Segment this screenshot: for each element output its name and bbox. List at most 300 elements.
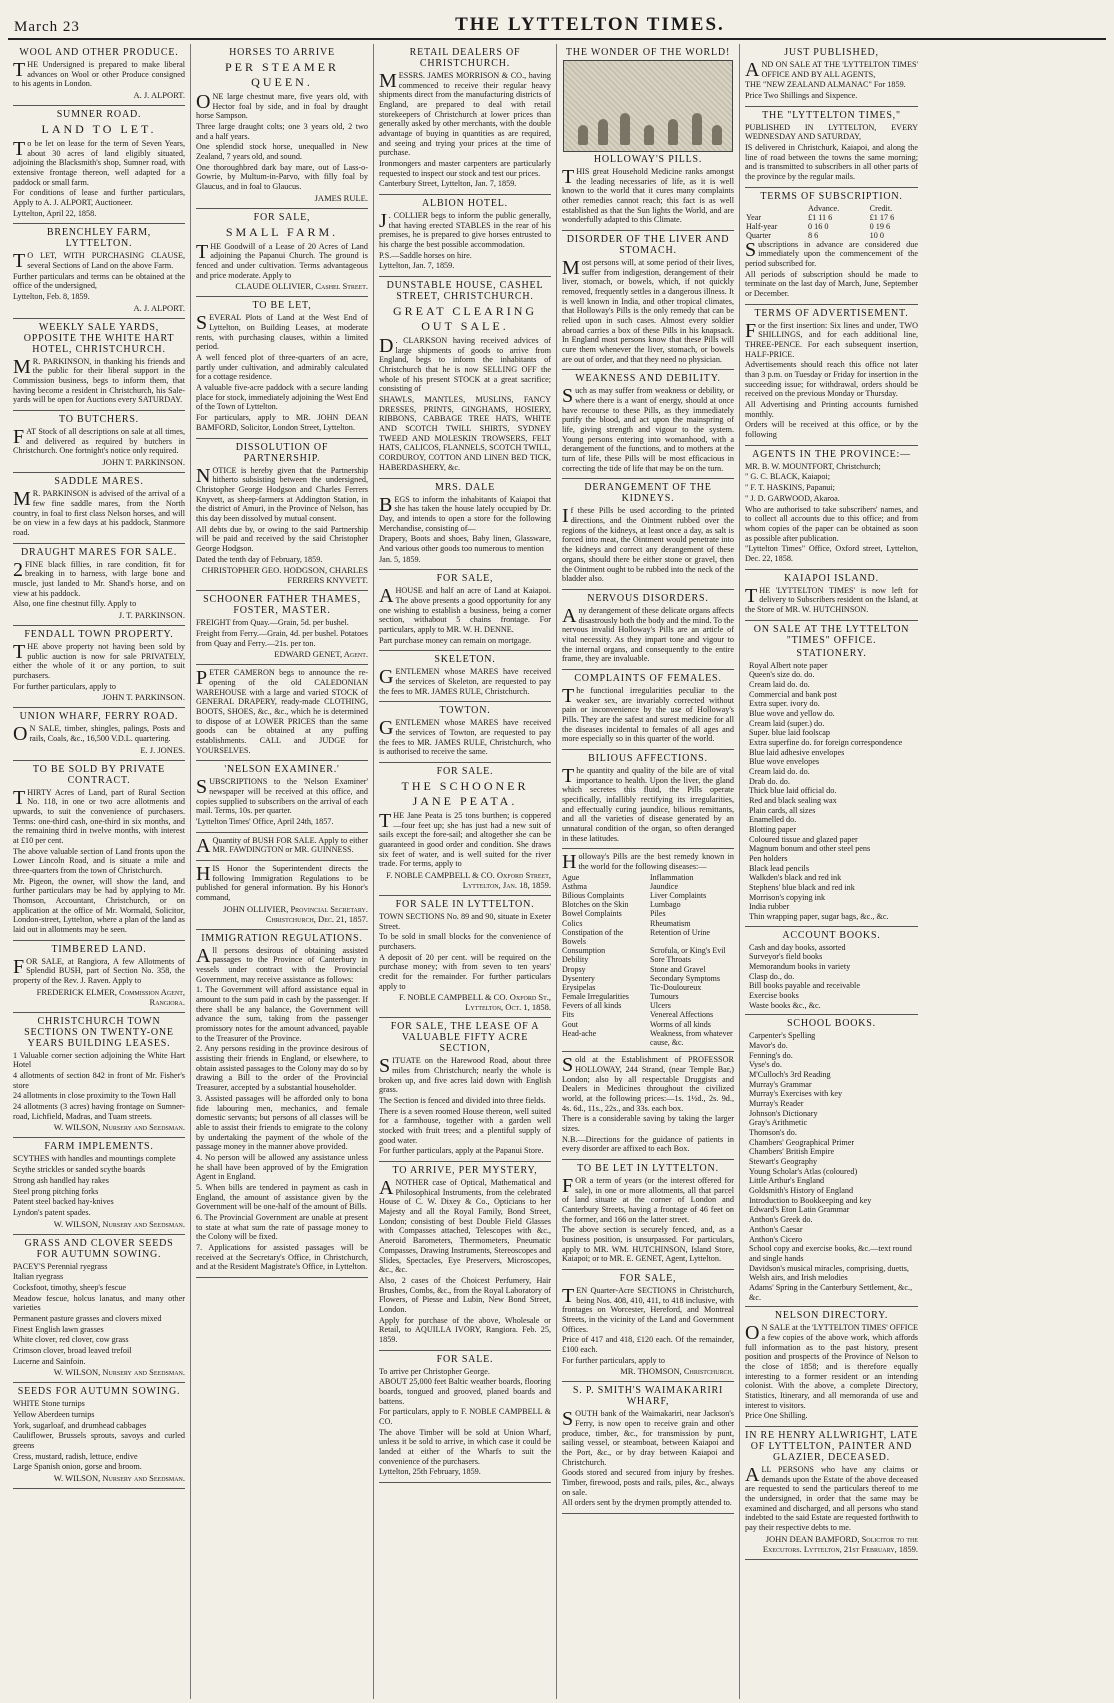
list-item: Queen's size do. do. (749, 670, 815, 680)
advert-paragraph: Price of 417 and 418, £120 each. Of the remainder, £100 each. (562, 1335, 734, 1354)
disease-item: Debility (562, 955, 589, 965)
list-item: M'Culloch's 3rd Reading (749, 1070, 831, 1080)
advert-paragraph: Part purchase money can remain on mortgage. (379, 635, 532, 645)
advertisement (379, 651, 551, 702)
advert-paragraph: Goods stored and secured from injury by freshes. Timber, firewood, posts and rails, piles, &c., always on sale. (562, 1468, 734, 1497)
terms-cell: £1 17 6 (869, 212, 895, 222)
advert-paragraph: PACEY'S Perennial ryegrass (13, 1261, 108, 1271)
advert-paragraph: N.B.—Directions for the guidance of patients in every disorder are affixed to each Box. (562, 1134, 734, 1154)
advertisement (13, 224, 185, 318)
list-item: Chambers' Geographical Primer (749, 1137, 855, 1147)
advert-signature: W. WILSON, Nursery and Seedsman. (53, 1122, 185, 1133)
advertisement (562, 849, 734, 1052)
list-item: Drab do. do. (749, 776, 790, 786)
list-item: Bill books payable and receivable (749, 981, 860, 991)
advert-subheading: STATIONERY. (796, 647, 867, 659)
drop-capital: M (379, 70, 397, 92)
newspaper-title: THE LYTTELTON TIMES. (455, 14, 725, 35)
advert-paragraph: 2. Any persons residing in the province desirous of assisting their friends in England, or elsewhere, to obtain assisted passages to the Colony may do so by drawing a Bill to the order of the Provincial Treasurer, accepted by a substantial householder. (196, 1044, 368, 1093)
drop-capital: T (562, 684, 575, 707)
advert-paragraph: Any derangement of these delicate organs affects disastrously both the body and the mind. To the nervous invalid Holloway's Pills are an article of vital necessity. As they impart tone and vigour to the internal organs, and consequently to the entire frame, they are invaluable. (562, 604, 734, 664)
advertisement (13, 411, 185, 473)
advert-heading: COMPLAINTS OF FEMALES. (574, 672, 722, 684)
disease-item: Female Irregularities (562, 992, 629, 1002)
disease-item: Bilious Complaints (562, 891, 625, 900)
disease-item: Stone and Gravel (650, 964, 706, 974)
advertisement (196, 833, 368, 861)
advertisement (379, 479, 551, 571)
engraving-figure (620, 113, 630, 145)
advertisement (379, 195, 551, 277)
advertisement (745, 305, 918, 446)
drop-capital: T (13, 138, 26, 161)
advert-paragraph: 'Lyttelton Times' Office, April 24th, 1857. (196, 817, 334, 827)
advertisement (745, 446, 918, 570)
list-item: Waste books &c., &c. (749, 1000, 821, 1010)
engraving-figure (712, 125, 722, 145)
drop-capital: M (13, 355, 31, 378)
advertisement (379, 570, 551, 651)
list-item: Memorandum books in variety (749, 962, 851, 972)
list-item: Cream laid (super.) do. (749, 718, 825, 728)
drop-capital: D (379, 335, 394, 358)
drop-capital: N (196, 464, 211, 487)
column-2 (191, 44, 374, 1699)
advert-paragraph: Meadow fescue, holcus lanatus, and many other varieties (13, 1293, 185, 1313)
advert-paragraph: Lyttelton, 25th February, 1859. (379, 1467, 481, 1477)
drop-capital: T (13, 786, 26, 809)
advert-paragraph: Price Two Shillings and Sixpence. (745, 91, 858, 101)
advert-heading: NELSON DIRECTORY. (774, 1310, 889, 1322)
advert-heading: 'NELSON EXAMINER.' (224, 764, 340, 776)
list-item: Royal Albert note paper (749, 660, 828, 670)
disease-item: Jaundice (650, 881, 678, 891)
advert-heading: SADDLE MARES. (54, 476, 144, 488)
advert-paragraph: Three large draught colts; one 3 years old, 2 two and a half years. (196, 122, 368, 141)
advert-paragraph: 4. No person will be allowed any assistance unless he shall have been approved of by the Emigration Agent in England. (196, 1152, 368, 1182)
advert-paragraph: A valuable five-acre paddock with a secure landing place for stock, immediately adjoining the West End of the Town of Lyttelton. (196, 383, 368, 412)
advertisement (196, 297, 368, 438)
advert-paragraph: Who are authorised to take subscribers' names, and to collect all accounts due to this office; and from whom copies of the paper can be obtained as soon as possible after publication. (745, 504, 918, 543)
advert-paragraph: "Lyttelton Times" Office, Oxford street, Lyttelton, Dec. 22, 1858. (745, 544, 918, 563)
terms-row (745, 213, 918, 222)
advert-paragraph: Lyttelton, Jan. 7, 1859. (379, 261, 455, 271)
advert-signature: CLAUDE OLLIVIER, Cashel Street. (235, 281, 368, 292)
disease-item: Dropsy (562, 964, 586, 974)
advert-paragraph: THE Undersigned is prepared to make liberal advances on Wool or other Produce consigned to his agents in London. (13, 59, 185, 89)
terms-cell: 0 16 0 (808, 221, 829, 231)
drop-capital: A (745, 59, 760, 81)
advert-paragraph: MESSRS. JAMES MORRISON & CO., having commenced to receive their regular heavy shipments direct from the manufacturing districts of England, are prepared to deal with retail storekeepers of Christchurch at lower prices than generally asked by other merchants, with the double advantage of buying in quantities as are required, and seeing and trying your prices at the time of purchase. (379, 70, 551, 158)
advert-paragraph: Strong ash handled hay rakes (13, 1175, 109, 1185)
advert-heading: KAIAPOI ISLAND. (784, 572, 879, 584)
advertisement (562, 370, 734, 479)
advert-heading: FARM IMPLEMENTS. (44, 1141, 154, 1153)
advert-signature: EDWARD GENET, Agent. (274, 649, 368, 660)
advert-paragraph: A HOUSE and half an acre of Land at Kaiapoi. The above presents a good opportunity for any one wishing to establish a business, being a corner section, withabout 5 chains frontage. For particulars, apply to MR. W. H. DENNE. (379, 585, 551, 634)
advert-paragraph: Jan. 5, 1859. (379, 554, 421, 564)
terms-cell: £1 11 6 (808, 212, 833, 222)
advert-paragraph: SITUATE on the Harewood Road, about three miles from Christchurch; nearly the whole is broken up, and five acres laid down with English grass. (379, 1055, 551, 1095)
list-item: Extra superfine do. for foreign correspondence (749, 737, 903, 747)
advert-paragraph: 1. The Government will afford assistance equal in amount to the sum paid in cash by the passenger. If there shall be any balance, the Government will advance the sum, taking from the passenger promissory notes for the amount advanced, payable to the Treasurer of the Province. (196, 985, 368, 1043)
list-item: Johnson's Dictionary (749, 1108, 818, 1118)
advert-signature: FREDERICK ELMER, Commission Agent, Rangiora. (36, 986, 185, 1007)
list-item: Fenning's do. (749, 1050, 793, 1060)
advert-paragraph: 3. Assisted passages will be afforded only to bona fide labouring men, mechanics, and female domestic servants; but persons of all classes will be able to assist their friends to emigrate to the colony by undertaking the payment of the whole of the passage money in the manner above provided. (196, 1093, 368, 1152)
advertisement (379, 763, 551, 896)
advert-heading: RETAIL DEALERS OF CHRISTCHURCH. (409, 47, 521, 69)
list-item: Commercial and bank post (749, 689, 837, 699)
advert-paragraph: J . COLLIER begs to inform the public generally, that having erected STABLES in the rear of his premises, he is prepared to give horses entrusted to his charge the best possible accommodation. (379, 210, 551, 250)
advertisement (745, 621, 918, 927)
advert-paragraph: All debts due by, or owing to the said Partnership will be paid and received by the said Christopher George Hodgson. (196, 524, 368, 553)
list-item: Enamelled do. (749, 815, 797, 825)
advert-paragraph: P.S.—Saddle horses on hire. (379, 250, 472, 260)
advert-paragraph: To be let on lease for the term of Seven Years, about 30 acres of land eligibly situated, adjoining the Blacksmith's shop, Sumner road, with extensive frontage thereon, well adapted for a paddock or small farm. (13, 138, 185, 187)
drop-capital: A (745, 1463, 760, 1486)
terms-header-cell: Advance. (808, 203, 840, 213)
list-item: Thick blue laid official do. (749, 786, 837, 796)
advert-heading: TO BE SOLD BY PRIVATE CONTRACT. (32, 763, 166, 786)
advert-paragraph: Canterbury Street, Lyttelton, Jan. 7, 1859. (379, 179, 517, 189)
advert-signature: E. J. JONES. (140, 744, 185, 755)
advert-heading: THE "LYTTELTON TIMES," (762, 109, 901, 121)
terms-cell: Year (746, 212, 762, 222)
list-item: School copy and exercise books, &c.—text round and single hands (749, 1244, 912, 1263)
drop-capital: S (562, 1408, 574, 1431)
advert-heading: DISSOLUTION OF PARTNERSHIP. (235, 441, 329, 464)
drop-capital: S (379, 1055, 391, 1078)
drop-capital: S (562, 1054, 574, 1077)
list-item: Coloured tissue and glazed paper (749, 834, 858, 844)
advert-paragraph: " G. C. BLACK, Kaiapoi; (745, 472, 830, 482)
advert-heading: JUST PUBLISHED, (784, 47, 879, 58)
advert-heading: FOR SALE IN LYTTELTON. (395, 899, 535, 910)
drop-capital: A (196, 834, 211, 857)
advert-heading: WOOL AND OTHER PRODUCE. (19, 47, 179, 58)
advert-heading: DRAUGHT MARES FOR SALE. (20, 546, 177, 558)
advert-paragraph: The above valuable section of Land fronts upon the Lower Lincoln Road, and is situate a mile and three-quarters from the town of Christchurch. (13, 846, 185, 876)
list-item: Red and black sealing wax (749, 795, 837, 805)
disease-item: Bowel Complaints (562, 909, 622, 919)
drop-capital: G (379, 666, 394, 689)
advert-paragraph: HIS Honor the Superintendent directs the following Immigration Regulations to be published for general information. By his Honor's command, (196, 863, 368, 903)
disease-item: Consumption (562, 946, 606, 956)
advert-paragraph: Holloway's Pills are the best remedy known in the world for the following diseases:— (562, 851, 734, 874)
disease-item: Weakness, from whatever cause, &c. (650, 1028, 733, 1047)
advert-signature: JOHN OLLIVIER, Provincial Secretary. Christchurch, Dec. 21, 1857. (223, 903, 368, 924)
drop-capital: A (196, 944, 211, 967)
disease-item: Dysentery (562, 973, 595, 983)
advert-heading: TERMS OF SUBSCRIPTION. (760, 190, 903, 202)
list-item: Surveyor's field books (749, 952, 823, 962)
advert-paragraph: 4 allotments of section 842 in front of Mr. Fisher's store (13, 1071, 185, 1090)
drop-capital: T (562, 166, 575, 188)
terms-cell: 10 0 (869, 230, 884, 240)
column-4 (557, 44, 740, 1699)
advertisement (196, 439, 368, 592)
list-item: Carpenter's Spelling (749, 1031, 816, 1041)
advertisement (196, 861, 368, 930)
advertisement (13, 106, 185, 224)
list-item: Black lead pencils (749, 863, 810, 873)
disease-item: Liver Complaints (650, 891, 707, 900)
advert-paragraph: Lucerne and Sainfoin. (13, 1356, 86, 1366)
advert-paragraph: Also, one fine chestnut filly. Apply to (13, 599, 137, 609)
list-item: Vyse's do. (749, 1060, 782, 1070)
advertisement (13, 626, 185, 708)
list-item: Murray's Exercises with key (749, 1089, 843, 1099)
advertisement (379, 44, 551, 195)
advert-paragraph: The above Timber will be sold at Union Wharf, unless it be sold to arrive, in which case it could be landed at either of the Wharfs to suit the convenience of the purchasers. (379, 1427, 551, 1466)
engraving-figure (692, 113, 702, 145)
advert-paragraph: 2 FINE black fillies, in rare condition, fit for breaking in to harness, with large bone and muscle, just landed to Mr. Shand's horse, and on view at his paddock. (13, 558, 185, 598)
advert-display-heading: THE SCHOONER JANE PEATA. (401, 778, 529, 808)
advert-heading: WEEKLY SALE YARDS, OPPOSITE THE WHITE HART HOTEL, CHRISTCHURCH. (23, 321, 175, 355)
terms-row (745, 231, 918, 240)
advert-paragraph: ALL PERSONS who have any claims or demands upon the Estate of the above deceased are requested to send the particulars thereof to me the undersigned, in order that the same may be examined and discharged, and all persons who stand indebted to the said Estate are requested forthwith to pay their respective debts to me. (745, 1463, 918, 1532)
advert-paragraph: Drapery, Boots and shoes, Baby linen, Glassware, And various other goods too numerous to mention (379, 534, 551, 553)
advert-paragraph: To be sold in small blocks for the convenience of purchasers. (379, 932, 551, 952)
list-item: Anthon's Caesar (749, 1224, 803, 1234)
advert-signature: W. WILSON, Nursery and Seedsman. (53, 1367, 185, 1378)
advert-signature: J. T. PARKINSON. (118, 609, 185, 620)
advert-heading: DISORDER OF THE LIVER AND STOMACH. (566, 234, 730, 257)
advert-heading: TOWTON. (439, 705, 491, 717)
advertisement (196, 930, 368, 1278)
advert-paragraph: For further particulars, apply to (562, 1355, 665, 1365)
drop-capital: T (196, 240, 209, 263)
advert-paragraph: White clover, red clover, cow grass (13, 1335, 129, 1345)
advert-paragraph: AND ON SALE AT THE 'LYTTELTON TIMES' OFFICE AND BY ALL AGENTS, (745, 59, 918, 81)
list-item: Plain cards, all sizes (749, 805, 816, 815)
advert-heading: SCHOONER FATHER THAMES, FOSTER, MASTER. (203, 594, 361, 617)
drop-capital: S (196, 776, 208, 799)
advert-heading: FOR SALE, (619, 1272, 677, 1284)
disease-item: Ulcers (650, 1001, 671, 1011)
advert-heading: SCHOOL BOOKS. (787, 1018, 876, 1030)
advert-heading: HORSES TO ARRIVE (229, 47, 335, 58)
advert-signature: MR. THOMSON, Christchurch. (620, 1366, 734, 1377)
advert-paragraph: THE Jane Peata is 25 tons burthen; is coppered —four feet up; she has just had a new suit of sails except the fore-sail; and altogether she can be guaranteed in good order and condition. She draws six feet of water, and is well suited for the river trade. For terms, apply to (379, 809, 551, 869)
advert-heading: GRASS AND CLOVER SEEDS FOR AUTUMN SOWING. (24, 1237, 174, 1260)
list-item: Blotting paper (749, 824, 797, 834)
advert-paragraph: GENTLEMEN whose MARES have received the services of Towton, are requested to pay the fees to MR. JAMES RULE, Christchurch, who is authorised to receive the same. (379, 717, 551, 757)
drop-capital: J (379, 210, 387, 233)
advertisement (196, 209, 368, 298)
advert-display-heading: PER STEAMER QUEEN. (224, 60, 339, 89)
advertisement (196, 44, 368, 209)
advert-paragraph: SEVERAL Plots of Land at the West End of Lyttelton, on Building Leases, at moderate rents, with purchasing clauses, within a limited period. (196, 312, 368, 352)
disease-item: Colics (562, 918, 583, 928)
advert-paragraph: GENTLEMEN whose MARES have received the services of Skeleton, are requested to pay the fees to MR. JAMES RULE, Christchurch. (379, 666, 551, 696)
advertisement (379, 702, 551, 763)
list-item: Walkden's black and red ink (749, 873, 842, 883)
drop-capital: I (562, 505, 569, 528)
advertisement (13, 544, 185, 626)
column-5 (740, 44, 923, 1699)
advert-heading: SUMNER ROAD. (56, 109, 142, 121)
list-item: Anthon's Greek do. (749, 1215, 813, 1225)
advert-heading: TO BE LET, (252, 300, 312, 312)
disease-item: Constipation of the Bowels (562, 927, 624, 946)
advertisement (562, 590, 734, 670)
advert-heading: SEEDS FOR AUTUMN SOWING. (17, 1386, 181, 1398)
advert-paragraph: THE Goodwill of a Lease of 20 Acres of Land adjoining the Papanui Church. The ground is fenced and under cultivation. Terms advantageous and price moderate. Apply to (196, 240, 368, 280)
masthead (8, 6, 1106, 40)
item-list (745, 943, 918, 1011)
advert-heading: UNION WHARF, FERRY ROAD. (19, 711, 179, 723)
advert-paragraph: TEN Quarter-Acre SECTIONS in Christchurch, being Nos. 408, 410, 411, to 418 inclusive, with frontages on Worcester, Hereford, and Montreal Streets, in the vicinity of the Land and Government Offices. (562, 1284, 734, 1334)
advert-paragraph: Mr. Pigeon, the owner, will show the land, and further particulars may be had by applying to Mr. Thomson, Accountant, Christchurch, or on application at the office of Mr. Wormald, Solicitor, London-street, Lyttelton, where a plan of the land as laid out in allotments may be seen. (13, 876, 185, 935)
advert-paragraph: Apply for purchase of the above, Wholesale or Retail, to AQUILLA IVORY, Rangiora. Feb. 25, 1859. (379, 1315, 551, 1344)
advert-heading: TO ARRIVE, PER MYSTERY, (392, 1165, 538, 1177)
advertisement (745, 107, 918, 188)
advertisement (562, 1382, 734, 1514)
advertisement (562, 231, 734, 370)
drop-capital: O (745, 1322, 760, 1345)
advertisement (13, 1138, 185, 1234)
advert-paragraph: THE "NEW ZEALAND ALMANAC" For 1859. (745, 80, 906, 90)
list-item: Exercise books (749, 991, 799, 1001)
list-item: Blue laid adhesive envelopes (749, 747, 845, 757)
advert-paragraph: Advertisements should reach this office not later than 3 p.m. on Tuesday or Friday for insertion in the succeeding issue; for withdrawal, orders should be received on the previous Monday or Thursday. (745, 360, 918, 399)
list-item: Edward's Eton Latin Grammar (749, 1205, 850, 1215)
advert-paragraph: SCYTHES with handles and mountings complete (13, 1154, 176, 1164)
list-item: Murray's Grammar (749, 1079, 812, 1089)
disease-item: Fits (562, 1010, 575, 1020)
advert-paragraph: York, sugarloaf, and drumhead cabbages (13, 1420, 147, 1430)
disease-item: Worms of all kinds (650, 1019, 711, 1029)
advert-paragraph: Lyttelton, Feb. 8, 1859. (13, 292, 90, 302)
advert-paragraph: Cress, mustard, radish, lettuce, endive (13, 1451, 138, 1461)
engraving-figure (578, 125, 588, 145)
list-item: Blue wove and yellow do. (749, 708, 835, 718)
advert-paragraph: For further particulars, apply at the Papanui Store. (379, 1146, 544, 1156)
list-item: Anthon's Cicero (749, 1234, 803, 1244)
advert-heading: TO BE LET IN LYTTELTON. (577, 1162, 719, 1174)
list-item: Adams' Spring in the Canterbury Settlement, &c., &c. (749, 1282, 913, 1302)
advertisement (13, 941, 185, 1013)
advert-heading: S. P. SMITH'S WAIMAKARIRI WHARF, (572, 1385, 724, 1408)
advert-paragraph: Subscriptions in advance are considered due immediately upon the commencement of the period subscribed for. (745, 238, 918, 269)
advert-paragraph: 24 allotments (3 acres) having frontage on Sumner-road, Lichfield, Madras, and Tuam streets. (13, 1102, 185, 1121)
advert-paragraph: For further particulars, apply to (13, 681, 116, 691)
list-item: Thomson's do. (749, 1128, 797, 1138)
drop-capital: S (562, 385, 574, 408)
advert-signature: JAMES RULE. (314, 192, 368, 203)
advert-paragraph: A deposit of 20 per cent. will be required on the purchase money; with from seven to ten years' credit for the remainder. For further particulars apply to (379, 952, 551, 991)
drop-capital: A (379, 585, 394, 608)
advert-paragraph: THIRTY Acres of Land, part of Rural Section No. 118, in one or two acre allotments and upwards, to suit the convenience of purchasers. Terms: one-third cash, one-third in six months, and the remaining third in twelve months, with interest at £10 per cent. (13, 786, 185, 845)
advert-paragraph: Italian ryegrass (13, 1272, 64, 1282)
advert-heading: NERVOUS DISORDERS. (587, 592, 709, 604)
terms-cell: Half-year (746, 221, 778, 231)
advert-signature: JOHN T. PARKINSON. (102, 692, 185, 703)
disease-item: Asthma (562, 881, 587, 891)
advert-paragraph: 24 allotments in close proximity to the Town Hall (13, 1091, 177, 1101)
disease-item: Fevers of all kinds (562, 1001, 622, 1011)
advert-heading: ALBION HOTEL. (422, 198, 508, 210)
advert-paragraph: Steel prong pitching forks (13, 1186, 99, 1196)
advert-paragraph: Finest English lawn grasses (13, 1324, 104, 1334)
list-item: Thin wrapping paper, sugar bags, &c., &c. (749, 912, 889, 922)
drop-capital: M (13, 488, 31, 511)
terms-cell: 8 6 (808, 230, 819, 240)
advert-paragraph: The functional irregularities peculiar to the weaker sex, are invariably corrected without pain or inconvenience by the use of Holloway's Pills. They are the safest and surest medicine for all the diseases incidental to females of all ages and more especially so in this quarter of the world. (562, 684, 734, 744)
advert-paragraph: D . CLARKSON having received advices of large shipments of goods to arrive from England, begs to inform the inhabitants of Christchurch that he is now SELLING OFF the whole of his present STOCK at a great sacrifice; consisting of (379, 335, 551, 394)
list-item: Cash and day books, assorted (749, 942, 846, 952)
advert-paragraph: 6. The Provincial Government are unable at present to state at what sum the rate of passage money to the Colony will be fixed. (196, 1212, 368, 1242)
advert-paragraph: Large Spanish onion, gorse and broom. (13, 1462, 142, 1472)
advert-signature: A. J. ALPORT. (133, 90, 185, 101)
advert-paragraph: For the first insertion: Six lines and under, TWO SHILLINGS, and for each additional line, THREE-PENCE. For each subsequent insertion, HALF-PRICE. (745, 319, 918, 359)
advertisement (745, 44, 918, 107)
advert-paragraph: Orders will be received at this office, or by the following (745, 420, 918, 440)
advert-paragraph: TOWN SECTIONS No. 89 and 90, situate in Exeter Street. (379, 912, 551, 931)
advert-heading: DERANGEMENT OF THE KIDNEYS. (584, 482, 712, 505)
advertisement (13, 708, 185, 760)
list-item: Stewart's Geography (749, 1157, 818, 1167)
advert-paragraph: O N SALE, timber, shingles, palings, Posts and rails, Coals, &c., 16,500 V.D.L. quartering. (13, 723, 185, 746)
terms-header-cell: Credit. (869, 203, 893, 213)
advert-paragraph: One splendid stock horse, unequalled in New Zealand, 7 years old, and sound. (196, 142, 368, 162)
list-item: Magnum bonum and other steel pens (749, 844, 871, 854)
advert-heading: MRS. DALE (435, 481, 495, 493)
advert-paragraph: For particulars, apply to F. NOBLE CAMPBELL & CO. (379, 1407, 551, 1426)
advertisement (562, 1270, 734, 1382)
advert-display-heading: SMALL FARM. (225, 224, 339, 239)
drop-capital: M (562, 257, 580, 280)
advertisement (13, 319, 185, 411)
advert-heading: TO BUTCHERS. (59, 414, 139, 426)
advertisement (745, 1307, 918, 1427)
drop-capital: B (379, 493, 393, 516)
list-item: Cream laid do. do. (749, 766, 810, 776)
advert-heading: AGENTS IN THE PROVINCE:— (752, 448, 911, 460)
advert-paragraph: The Section is fenced and divided into three fields. (379, 1096, 546, 1106)
drop-capital: H (562, 851, 577, 874)
advertisement (562, 750, 734, 849)
drop-capital: F (13, 955, 25, 978)
advert-paragraph: Further particulars and terms can be obtained at the office of the undersigned, (13, 271, 185, 291)
list-item: Cream laid do. do. (749, 679, 810, 689)
advertisement (196, 665, 368, 761)
advert-heading: IN RE HENRY ALLWRIGHT, LATE OF LYTTELTON, PAINTER AND GLAZIER, DECEASED. (745, 1429, 918, 1463)
advert-display-heading: GREAT CLEARING OUT SALE. (392, 304, 538, 334)
drop-capital: 2 (13, 558, 23, 581)
advert-signature: W. WILSON, Nursery and Seedsman. (53, 1472, 185, 1483)
drop-capital: O (196, 91, 211, 113)
list-item: Introduction to Bookkeeping and key (749, 1195, 872, 1205)
advert-signature: F. NOBLE CAMPBELL & CO. Oxford Street, Lyttelton, Jan. 18, 1859. (386, 869, 551, 890)
advertisement (13, 473, 185, 543)
advert-signature: F. NOBLE CAMPBELL & CO. Oxford St., Lyttelton, Oct. 1, 1858. (399, 992, 551, 1013)
issue-date: March 23 (14, 19, 80, 35)
drop-capital: T (562, 764, 575, 787)
advert-paragraph: If these Pills be used according to the printed directions, and the Ointment rubbed over the regions of the kidneys, at least once a day, as salt is forced into meat, the Ointment would penetrate into the kidneys and correct any derangement of these organs, should there be either stone or gravel, then the Ointment ought to be rubbed into the neck of the bladder also. (562, 505, 734, 584)
list-item: Goldsmith's History of England (749, 1186, 854, 1196)
list-item: Davidson's musical miracles, comprising, duetts, Welsh airs, and Irish melodies (749, 1263, 909, 1283)
list-item: Young Scholar's Atlas (coloured) (749, 1166, 858, 1176)
advert-paragraph: THIS great Household Medicine ranks amongst the leading necessaries of life, as it is well known to the world that it cures many complaints other remedies cannot reach; this fact is as well established as that the Sun lights the World, and are wonderfully adapted to this Climate. (562, 166, 734, 225)
advert-heading: FOR SALE. (436, 1353, 494, 1365)
advert-paragraph: For conditions of lease and further particulars, Apply to A. J. ALPORT, Auctioneer. (13, 188, 185, 208)
list-item: Pen holders (749, 853, 788, 863)
advertisement (562, 1052, 734, 1160)
advert-paragraph: There is a considerable saving by taking the larger sizes. (562, 1114, 734, 1133)
